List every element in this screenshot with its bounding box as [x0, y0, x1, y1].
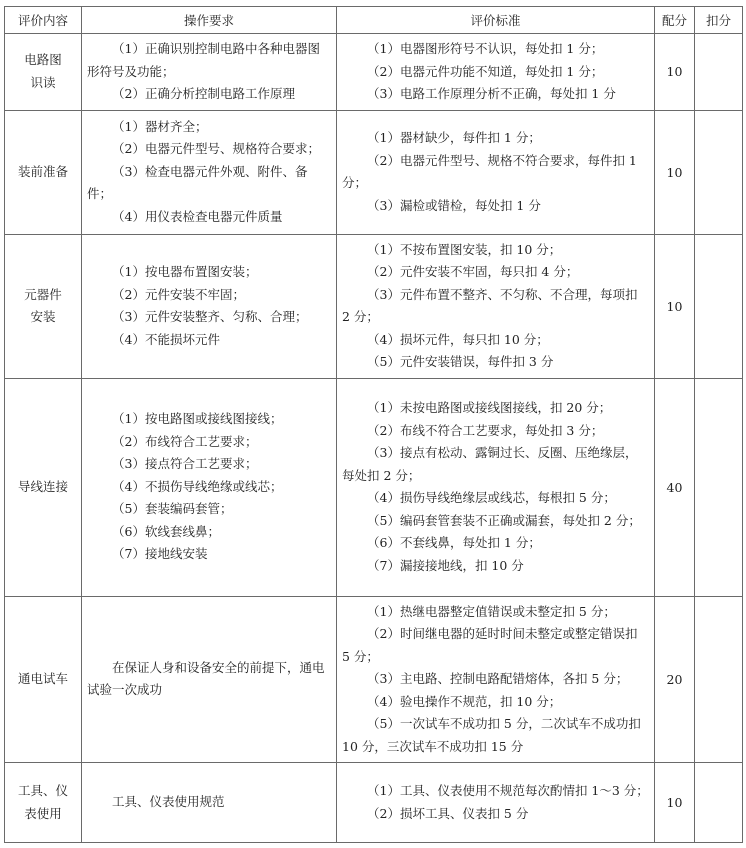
- requirement-item: 在保证人身和设备安全的前提下，通电试验一次成功: [87, 659, 325, 698]
- standard-item: （1）不按布置图安装，扣 10 分；: [367, 241, 562, 257]
- table-body: [5, 34, 743, 843]
- score-cell: [655, 34, 695, 111]
- score-value: 10: [666, 298, 683, 314]
- score-cell: [655, 378, 695, 596]
- score-value: 40: [666, 479, 683, 495]
- standard-item: （3）漏检或错检，每处扣 1 分: [367, 197, 541, 213]
- category-line: 安装: [30, 309, 56, 324]
- standard-item: （5）元件安装错误，每件扣 3 分: [367, 354, 554, 369]
- requirement-item: （3）接点符合工艺要求；: [112, 456, 258, 472]
- score-value: 10: [666, 64, 683, 80]
- requirements-cell: [82, 596, 337, 763]
- category-line: 电路图: [24, 52, 62, 68]
- score-value: 10: [666, 164, 683, 180]
- standard-item: （1）热继电器整定值错误或未整定扣 5 分；: [367, 603, 616, 619]
- category-cell: [5, 34, 82, 111]
- score-cell: [655, 763, 695, 843]
- deduction-cell: [695, 596, 743, 763]
- category-line: 识读: [30, 74, 56, 90]
- requirement-item: （4）不损伤导线绝缘或线芯；: [112, 478, 283, 494]
- requirements-cell: [82, 234, 337, 378]
- category-line: 工具、仪: [17, 783, 68, 798]
- category-line: 导线连接: [17, 478, 68, 494]
- deduction-cell: [695, 110, 743, 234]
- score-value: 20: [666, 671, 683, 687]
- requirement-item: （3）检查电器元件外观、附件、备件；: [87, 163, 308, 202]
- score-cell: [655, 110, 695, 234]
- standard-item: （3）元件布置不整齐、不匀称、不合理，每项扣 2 分；: [342, 286, 638, 324]
- standard-item: （1）未按电路图或接线图接线，扣 20 分；: [367, 400, 612, 415]
- standard-item: （6）不套线鼻，每处扣 1 分；: [367, 535, 541, 550]
- standard-item: （3）主电路、控制电路配错熔体，各扣 5 分；: [367, 671, 629, 686]
- requirement-item: （1）按电器布置图安装；: [112, 264, 258, 279]
- requirements-cell: [82, 378, 337, 596]
- score-cell: [655, 234, 695, 378]
- deduction-cell: [695, 234, 743, 378]
- requirement-item: （4）用仪表检查电器元件质量: [112, 208, 283, 224]
- standard-item: （7）漏接接地线，扣 10 分: [367, 557, 524, 573]
- standard-item: （2）布线不符合工艺要求，每处扣 3 分；: [367, 422, 604, 438]
- standard-item: （5）编码套管套装不正确或漏套，每处扣 2 分；: [367, 512, 641, 528]
- score-cell: [655, 596, 695, 763]
- standard-item: （2）电器元件功能不知道，每处扣 1 分；: [367, 63, 604, 79]
- requirement-item: （2）布线符合工艺要求；: [112, 433, 258, 449]
- score-value: 10: [666, 795, 683, 810]
- requirement-item: （1）器材齐全；: [112, 118, 208, 134]
- requirement-item: （6）软线套线鼻；: [112, 523, 220, 539]
- standard-item: （5）一次试车不成功扣 5 分，二次试车不成功扣 10 分，三次试车不成功扣 15 分: [342, 716, 641, 754]
- category-cell: [5, 110, 82, 234]
- standard-item: （2）时间继电器的延时时间未整定或整定错误扣 5 分；: [342, 626, 638, 664]
- evaluation-table: [4, 6, 743, 843]
- standard-item: （4）损坏元件，每只扣 10 分；: [367, 331, 549, 347]
- requirement-item: （1）按电路图或接线图接线；: [112, 411, 283, 427]
- category-line: 通电试车: [17, 671, 68, 686]
- standard-item: （1）电器图形符号不认识，每处扣 1 分；: [367, 41, 604, 56]
- requirement-item: （7）接地线安装: [112, 546, 208, 562]
- standard-item: （1）器材缺少，每件扣 1 分；: [367, 130, 541, 145]
- standard-item: （4）损伤导线绝缘层或线芯，每根扣 5 分；: [367, 490, 616, 505]
- table-row: [5, 596, 743, 763]
- header-category: 评价内容: [5, 7, 82, 34]
- standard-item: （3）接点有松动、露铜过长、反圈、压绝缘层，每处扣 2 分；: [342, 445, 638, 483]
- deduction-cell: [695, 763, 743, 843]
- table-header-row: [5, 7, 743, 34]
- requirement-item: （2）电器元件型号、规格符合要求；: [112, 141, 320, 157]
- standard-item: （4）验电操作不规范，扣 10 分；: [367, 693, 562, 709]
- category-cell: [5, 763, 82, 843]
- requirements-cell: [82, 34, 337, 111]
- category-line: 装前准备: [17, 163, 68, 179]
- deduction-cell: [695, 34, 743, 111]
- header-score: 配分: [655, 7, 695, 34]
- requirement-item: （4）不能损坏元件: [112, 331, 220, 347]
- requirement-item: （2）元件安装不牢固；: [112, 286, 245, 302]
- standards-cell: [337, 596, 655, 763]
- standard-item: （2）电器元件型号、规格不符合要求，每件扣 1 分；: [342, 152, 637, 190]
- table-row: [5, 378, 743, 596]
- header-deduction: 扣分: [695, 7, 743, 34]
- requirements-cell: [82, 763, 337, 843]
- category-line: 表使用: [24, 805, 62, 821]
- header-requirements: 操作要求: [82, 7, 337, 34]
- standards-cell: [337, 110, 655, 234]
- header-standards: 评价标准: [337, 7, 655, 34]
- standard-item: （1）工具、仪表使用不规范每次酌情扣 1～3 分；: [367, 783, 649, 798]
- requirement-item: （2）正确分析控制电路工作原理: [112, 86, 295, 101]
- standards-cell: [337, 378, 655, 596]
- table-row: [5, 763, 743, 843]
- standards-cell: [337, 763, 655, 843]
- standard-item: （2）元件安装不牢固，每只扣 4 分；: [367, 264, 579, 279]
- category-line: 元器件: [24, 286, 62, 302]
- standards-cell: [337, 234, 655, 378]
- table-row: [5, 34, 743, 111]
- requirement-item: （1）正确识别控制电路中各种电器图形符号及功能；: [87, 41, 320, 79]
- category-cell: [5, 378, 82, 596]
- category-cell: [5, 234, 82, 378]
- category-cell: [5, 596, 82, 763]
- requirements-cell: [82, 110, 337, 234]
- standard-item: （3）电路工作原理分析不正确，每处扣 1 分: [367, 86, 616, 101]
- standard-item: （2）损坏工具、仪表扣 5 分: [367, 805, 529, 821]
- requirement-item: （5）套装编码套管；: [112, 501, 233, 517]
- table-row: [5, 110, 743, 234]
- table-row: [5, 234, 743, 378]
- standards-cell: [337, 34, 655, 111]
- deduction-cell: [695, 378, 743, 596]
- requirement-item: （3）元件安装整齐、匀称、合理；: [112, 309, 308, 324]
- requirement-item: 工具、仪表使用规范: [112, 794, 225, 810]
